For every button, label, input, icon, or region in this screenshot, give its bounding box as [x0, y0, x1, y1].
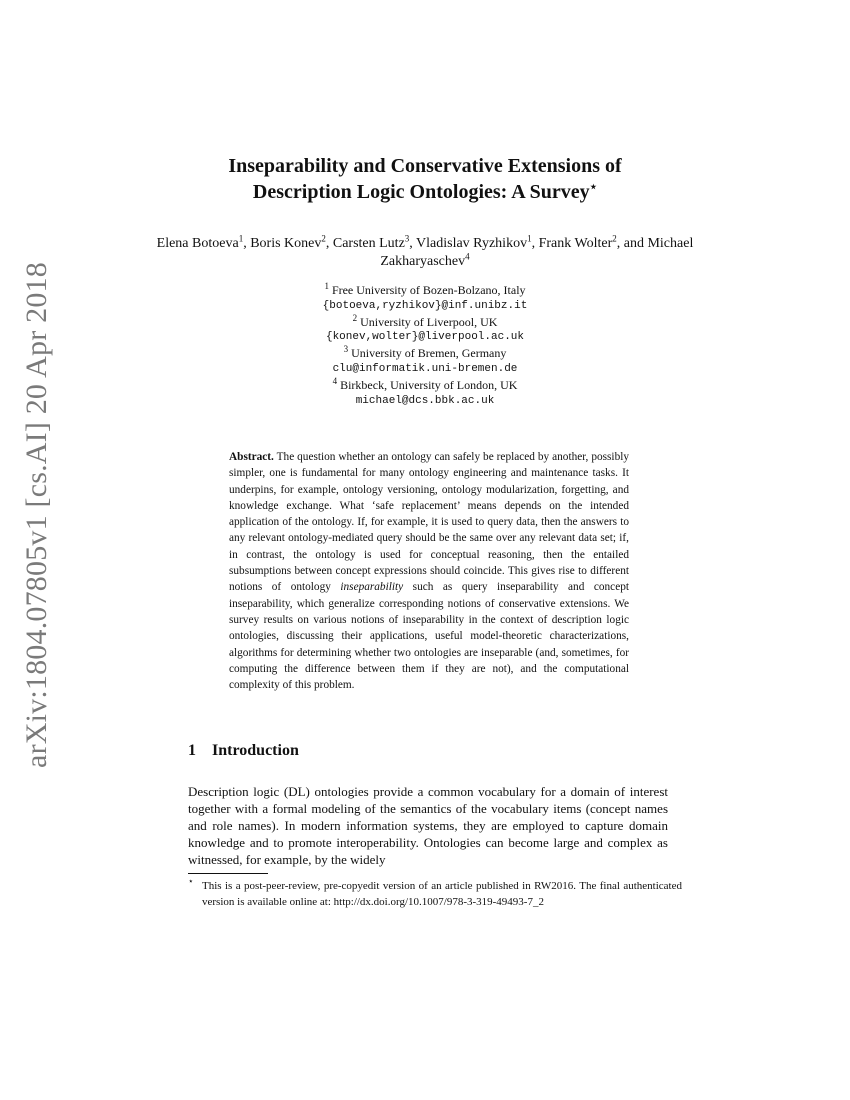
affiliation: $^1$ Free University of Bozen-Bolzano, Italy [324, 281, 526, 297]
affiliation: $^3$ University of Bremen, Germany [343, 344, 507, 361]
footnote: ⋆ This is a post-peer-review, pre-copyedit version of an article published in RW2016. The final authenticated version is available online at: http://dx.doi.org/10.1007/978-3-319-49493-7_2 [188, 876, 682, 908]
section-heading [188, 742, 299, 760]
section-title: Introduction [212, 742, 299, 759]
author: Vladislav Ryzhikov$^1$, [416, 233, 539, 251]
affiliation-list [200, 283, 650, 409]
arxiv-side-stamp [12, 262, 62, 768]
abstract-label: Abstract. [229, 451, 274, 463]
author: Boris Konev$^2$, [250, 233, 333, 251]
affiliation: $^2$ University of Liverpool, UK [352, 312, 498, 329]
author: Carsten Lutz$^3$, [332, 233, 417, 251]
section-number: 1 [188, 742, 196, 759]
title-footnote-mark: ⋆ [589, 179, 598, 194]
author: Michael Zakharyaschev$^4$ [380, 236, 694, 269]
abstract [229, 449, 629, 693]
title-line-1: Inseparability and Conservative Extensions of [228, 155, 622, 177]
affiliation-email: {konev,wolter}@liverpool.ac.uk [325, 331, 525, 344]
arxiv-identifier: arXiv:1804.07805v1 [cs.AI] 20 Apr 2018 [20, 262, 53, 768]
abstract-emphasis: inseparability [340, 581, 404, 594]
affiliation-email: clu@informatik.uni-bremen.de [332, 362, 518, 375]
affiliation-email: michael@dcs.bbk.ac.uk [355, 394, 495, 407]
title-line-2: Description Logic Ontologies: A Survey [252, 181, 590, 203]
intro-paragraph: Description logic (DL) ontologies provide a common vocabulary for a domain of interest together with a formal modeling of the semantics of the vocabulary items (concept names and role names). In modern information systems, they are employed to capture domain knowledge and to promote interoperability. Ontologies can become large and complex as witnessed, for example, by the widely [188, 784, 668, 867]
abstract-text: The question whether an ontology can safely be replaced by another, possibly simpler, one is fundamental for many ontology engineering and maintenance tasks. It underpins, for example, ontology versioning, ontology modularization, forgetting, and knowledge exchange. What ‘safe replacement’ means depends on the intended application of the ontology. If, for example, it is used to query data, then the answers to any relevant ontology-mediated query should be the same over any relevant data set; if, in contrast, the ontology is used for conceptual reasoning, then the entailed subsumptions between concept expressions should coincide. This gives rise to different notions of ontology [229, 451, 629, 594]
author: Elena Botoeva$^1$, [156, 233, 251, 251]
paper-title [140, 153, 710, 205]
abstract-text-continued: such as query inseparability and concept inseparability, which generalize corresponding notions of conservative extensions. We survey results on various notions of inseparability in the context of description logic ontologies, discussing their applications, useful model-theoretic characterizations, algorithms for determining whether two ontologies are inseparable (and, sometimes, for computing the difference between them if they are not), and the computational complexity of this problem. [229, 581, 629, 692]
author-list [140, 235, 710, 271]
author: Frank Wolter$^2$, and [538, 233, 648, 251]
affiliation-email: {botoeva,ryzhikov}@inf.unibz.it [322, 299, 528, 312]
affiliation: $^4$ Birkbeck, University of London, UK [332, 375, 518, 392]
footnote-text: This is a post-peer-review, pre-copyedit version of an article published in RW2016. The final authenticated version is available online at: http://dx.doi.org/10.1007/978-3-319-49493-7_2 [202, 880, 682, 908]
footnote-rule [188, 873, 268, 874]
